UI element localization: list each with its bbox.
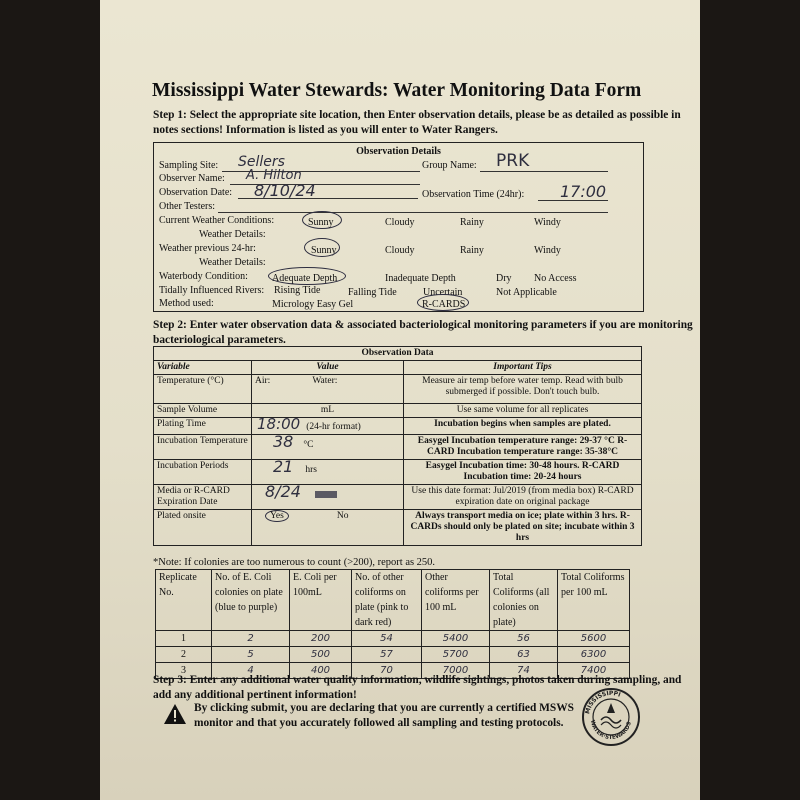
- step2-text: Step 2: Enter water observation data & associated bacteriological monitoring parameters if you are monitoring bacteriological parameters.: [153, 319, 693, 346]
- incubation-period-value: 21: [273, 457, 294, 476]
- weather-prev-details-label: Weather Details:: [199, 257, 266, 268]
- observation-date-label: Observation Date:: [159, 187, 233, 198]
- total-colonies-cell[interactable]: 74: [490, 663, 558, 679]
- col-variable: Variable: [154, 361, 252, 375]
- observation-date-value[interactable]: 8/10/24: [254, 181, 316, 200]
- air-label: Air:: [255, 376, 271, 386]
- weather-prev-label: Weather previous 24-hr:: [159, 243, 256, 254]
- form-title: Mississippi Water Stewards: Water Monitoring Data Form: [152, 80, 642, 101]
- other-testers-line: [218, 212, 608, 213]
- group-name-label: Group Name:: [422, 160, 477, 171]
- ecoli-per-100-cell[interactable]: 500: [290, 647, 352, 663]
- svg-text:WATER·STEWARDS: WATER·STEWARDS: [588, 719, 633, 742]
- col-value: Value: [252, 361, 404, 375]
- header-ecoli-colonies: No. of E. Coli colonies on plate (blue to purple): [212, 570, 290, 631]
- weather-prev-rainy[interactable]: Rainy: [460, 245, 484, 256]
- table-row: [156, 647, 630, 663]
- ecoli-per-100-cell[interactable]: 200: [290, 631, 352, 647]
- current-weather-selected-circle: [302, 211, 342, 229]
- total-per-100-cell[interactable]: 7400: [558, 663, 630, 679]
- table-row: [154, 404, 642, 418]
- current-weather-sunny[interactable]: Sunny: [308, 217, 334, 228]
- other-per-100-cell[interactable]: 7000: [422, 663, 490, 679]
- water-label: Water:: [312, 376, 338, 386]
- observation-details-box: [153, 142, 644, 312]
- unit-label: mL: [320, 405, 335, 415]
- row-variable: Temperature (°C): [154, 375, 252, 404]
- observation-details-heading: Observation Details: [356, 146, 441, 157]
- header-ecoli-per-100: E. Coli per 100mL: [290, 570, 352, 631]
- current-weather-label: Current Weather Conditions:: [159, 215, 275, 226]
- replicate-number: 3: [156, 663, 212, 679]
- declaration-text: By clicking submit, you are declaring that you are currently a certified MSWS monitor and that you accurately followed all sampling and testing protocols.: [194, 702, 574, 729]
- header-other-per-100: Other coliforms per 100 mL: [422, 570, 490, 631]
- plated-yes-option[interactable]: Yes: [265, 510, 289, 522]
- row-tip: Incubation begins when samples are plated.: [404, 418, 642, 435]
- method-label: Method used:: [159, 298, 214, 309]
- row-value[interactable]: [252, 432, 404, 460]
- sampling-site-value[interactable]: Sellers: [238, 154, 285, 170]
- row-value[interactable]: [252, 457, 404, 485]
- table-row: [154, 460, 642, 485]
- row-variable: Plated onsite: [154, 510, 252, 546]
- waterbody-adequate[interactable]: Adequate Depth: [272, 273, 338, 284]
- row-variable: Incubation Temperature: [154, 435, 252, 460]
- plated-no-option[interactable]: No: [336, 511, 349, 521]
- row-variable: Media or R-CARD Expiration Date: [154, 485, 252, 510]
- colony-count-table: [155, 569, 629, 679]
- observation-time-label: Observation Time (24hr):: [422, 189, 525, 200]
- observation-time-value[interactable]: 17:00: [560, 182, 607, 201]
- ecoli-colonies-cell[interactable]: 2: [212, 631, 290, 647]
- other-colonies-cell[interactable]: 54: [352, 631, 422, 647]
- replicate-number: 1: [156, 631, 212, 647]
- total-colonies-cell[interactable]: 63: [490, 647, 558, 663]
- step2-instructions: [153, 318, 698, 347]
- replicate-number: 2: [156, 647, 212, 663]
- row-tip: Use this date format: Jul/2019 (from media box) R-CARD expiration date on original package: [404, 485, 642, 510]
- other-colonies-cell[interactable]: 57: [352, 647, 422, 663]
- tidal-not-applicable[interactable]: Not Applicable: [496, 287, 557, 298]
- other-testers-label: Other Testers:: [159, 201, 216, 212]
- other-per-100-cell[interactable]: 5400: [422, 631, 490, 647]
- header-replicate: Replicate No.: [156, 570, 212, 631]
- count-header-row: [156, 570, 630, 631]
- row-value[interactable]: [252, 375, 404, 404]
- row-value[interactable]: [252, 482, 404, 510]
- method-selected-circle: [417, 294, 469, 311]
- ecoli-colonies-cell[interactable]: 5: [212, 647, 290, 663]
- other-per-100-cell[interactable]: 5700: [422, 647, 490, 663]
- row-tip: Measure air temp before water temp. Read with bulb submerged if possible. Don't touch bulb.: [404, 375, 642, 404]
- total-per-100-cell[interactable]: 6300: [558, 647, 630, 663]
- waterbody-label: Waterbody Condition:: [159, 271, 248, 282]
- col-tips: Important Tips: [404, 361, 642, 375]
- weather-prev-cloudy[interactable]: Cloudy: [385, 245, 415, 256]
- incubation-temp-value: 38: [273, 432, 294, 451]
- form-paper: [100, 0, 700, 800]
- tidal-uncertain[interactable]: Uncertain: [423, 287, 463, 298]
- ecoli-colonies-cell[interactable]: 4: [212, 663, 290, 679]
- observation-data-table: [153, 346, 641, 546]
- waterbody-no-access[interactable]: No Access: [534, 273, 577, 284]
- warning-icon: [163, 703, 187, 725]
- step3-instructions: Step 3: Enter any additional water quality information, wildlife sightings, photos taken during sampling, and add any additional pertinent information!: [153, 674, 682, 701]
- observer-name-label: Observer Name:: [159, 173, 225, 184]
- unit-label: °C: [303, 440, 314, 450]
- weather-prev-selected-circle: [304, 238, 340, 257]
- observer-name-value[interactable]: A. Hilton: [246, 168, 302, 183]
- tidal-label: Tidally Influenced Rivers:: [159, 285, 265, 296]
- row-tip: Always transport media on ice; plate within 3 hrs. R-CARDs should only be plated on site; incubate within 3 hrs: [404, 510, 642, 546]
- total-per-100-cell[interactable]: 5600: [558, 631, 630, 647]
- row-value[interactable]: [252, 510, 404, 546]
- other-colonies-cell[interactable]: 70: [352, 663, 422, 679]
- expiration-date-value: 8/24: [265, 482, 301, 501]
- current-weather-rainy[interactable]: Rainy: [460, 217, 484, 228]
- current-weather-windy[interactable]: Windy: [534, 217, 561, 228]
- header-total-colonies: Total Coliforms (all colonies on plate): [490, 570, 558, 631]
- weather-prev-windy[interactable]: Windy: [534, 245, 561, 256]
- table-row: [154, 418, 642, 435]
- table-row: [154, 510, 642, 546]
- row-variable: Plating Time: [154, 418, 252, 435]
- row-variable: Incubation Periods: [154, 460, 252, 485]
- method-easy-gel[interactable]: Micrology Easy Gel: [272, 299, 354, 310]
- unit-label: hrs: [305, 465, 317, 475]
- step1-instructions: Step 1: Select the appropriate site location, then Enter observation details, please be as detailed as possible in notes sections! Information is listed as you will enter to Water Rangers.: [153, 109, 681, 136]
- waterbody-inadequate[interactable]: Inadequate Depth: [385, 273, 456, 284]
- table-row: [154, 485, 642, 510]
- waterbody-selected-circle: [268, 267, 346, 285]
- row-tip: Use same volume for all replicates: [404, 404, 642, 418]
- table-row: [154, 435, 642, 460]
- current-weather-cloudy[interactable]: Cloudy: [385, 217, 415, 228]
- header-other-colonies: No. of other coliforms on plate (pink to dark red): [352, 570, 422, 631]
- colony-note: *Note: If colonies are too numerous to count (>200), report as 250.: [153, 557, 436, 568]
- scribble-mark: [315, 491, 337, 498]
- msws-seal-logo: [581, 687, 641, 747]
- ecoli-per-100-cell[interactable]: 400: [290, 663, 352, 679]
- waterbody-dry[interactable]: Dry: [496, 273, 512, 284]
- observation-data-heading: Observation Data: [154, 347, 642, 361]
- table-row: [156, 631, 630, 647]
- weather-prev-sunny[interactable]: Sunny: [311, 245, 337, 256]
- method-r-cards[interactable]: R-CARDS: [422, 299, 466, 310]
- group-name-value[interactable]: PRK: [496, 151, 530, 171]
- total-colonies-cell[interactable]: 56: [490, 631, 558, 647]
- tidal-rising[interactable]: Rising Tide: [274, 285, 321, 296]
- current-weather-details-label: Weather Details:: [199, 229, 266, 240]
- table-row: [154, 375, 642, 404]
- unit-label: (24-hr format): [306, 422, 361, 432]
- row-tip: Easygel Incubation temperature range: 29-37 °C R-CARD Incubation temperature range: 35-38°C: [404, 435, 642, 460]
- row-tip: Easygel Incubation time: 30-48 hours. R-CARD Incubation time: 20-24 hours: [404, 460, 642, 485]
- tidal-falling[interactable]: Falling Tide: [348, 287, 397, 298]
- sampling-site-label: Sampling Site:: [159, 160, 219, 171]
- svg-text:MISSISSIPPI: MISSISSIPPI: [584, 689, 622, 715]
- header-total-per-100: Total Coliforms per 100 mL: [558, 570, 630, 631]
- plating-time-value: 18:00: [257, 415, 301, 433]
- group-name-line: [480, 171, 608, 172]
- row-variable: Sample Volume: [154, 404, 252, 418]
